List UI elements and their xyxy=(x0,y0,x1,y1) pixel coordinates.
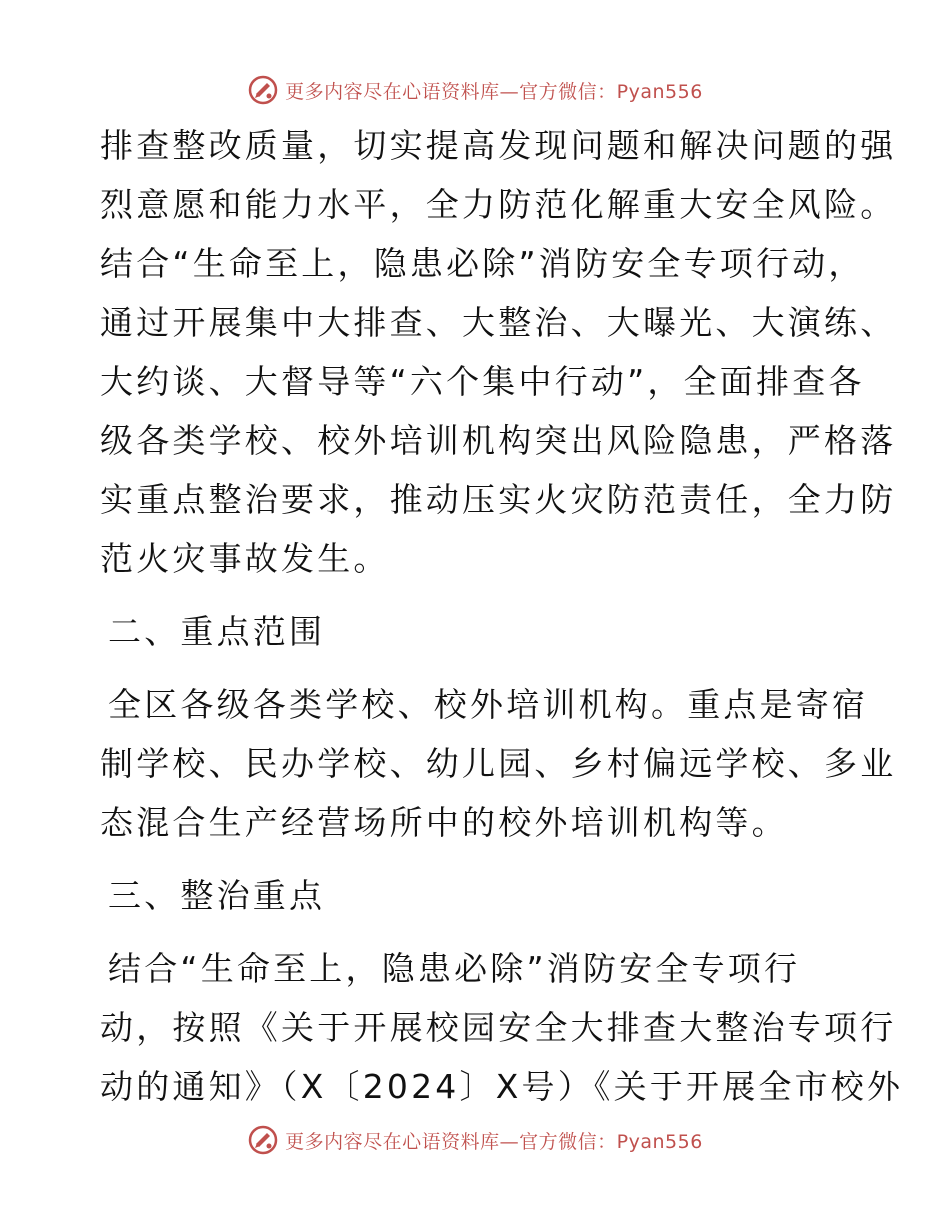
paragraph-line: 级各类学校、校外培训机构突出风险隐患，严格落 xyxy=(100,421,897,460)
paragraph-line: 结合“生命至上，隐患必除”消防安全专项行 xyxy=(108,949,801,988)
paragraph-line: 全区各级各类学校、校外培训机构。重点是寄宿 xyxy=(108,685,869,724)
paragraph-line: 制学校、民办学校、幼儿园、乡村偏远学校、多业 xyxy=(100,744,897,783)
banner-text: 更多内容尽在心语资料库—官方微信： xyxy=(285,80,617,103)
brand-logo-icon xyxy=(247,1124,279,1156)
footer-watermark-banner xyxy=(0,1120,950,1160)
paragraph-line: 动的通知》（X〔2024〕X号）《关于开展全市校外 xyxy=(100,1067,904,1106)
banner-text: 更多内容尽在心语资料库—官方微信： xyxy=(285,1130,617,1153)
header-watermark-banner xyxy=(0,70,950,110)
paragraph-line: 动，按照《关于开展校园安全大排查大整治专项行 xyxy=(100,1008,897,1047)
paragraph-line: 结合“生命至上，隐患必除”消防安全专项行动， xyxy=(100,244,865,283)
paragraph-line: 烈意愿和能力水平，全力防范化解重大安全风险。 xyxy=(100,185,897,224)
section-heading-focus: 三、整治重点 xyxy=(108,876,326,915)
paragraph-line: 范火灾事故发生。 xyxy=(100,539,390,578)
brand-logo-icon xyxy=(247,74,279,106)
section-heading-scope: 二、重点范围 xyxy=(108,612,326,651)
banner-wechat-handle: Pyan556 xyxy=(616,1130,703,1153)
paragraph-line: 大约谈、大督导等“六个集中行动”，全面排查各 xyxy=(100,362,865,401)
paragraph-line: 态混合生产经营场所中的校外培训机构等。 xyxy=(100,803,788,842)
paragraph-line: 实重点整治要求，推动压实火灾防范责任，全力防 xyxy=(100,480,897,519)
paragraph-line: 排查整改质量，切实提高发现问题和解决问题的强 xyxy=(100,126,897,165)
paragraph-line: 通过开展集中大排查、大整治、大曝光、大演练、 xyxy=(100,303,897,342)
banner-wechat-handle: Pyan556 xyxy=(616,80,703,103)
